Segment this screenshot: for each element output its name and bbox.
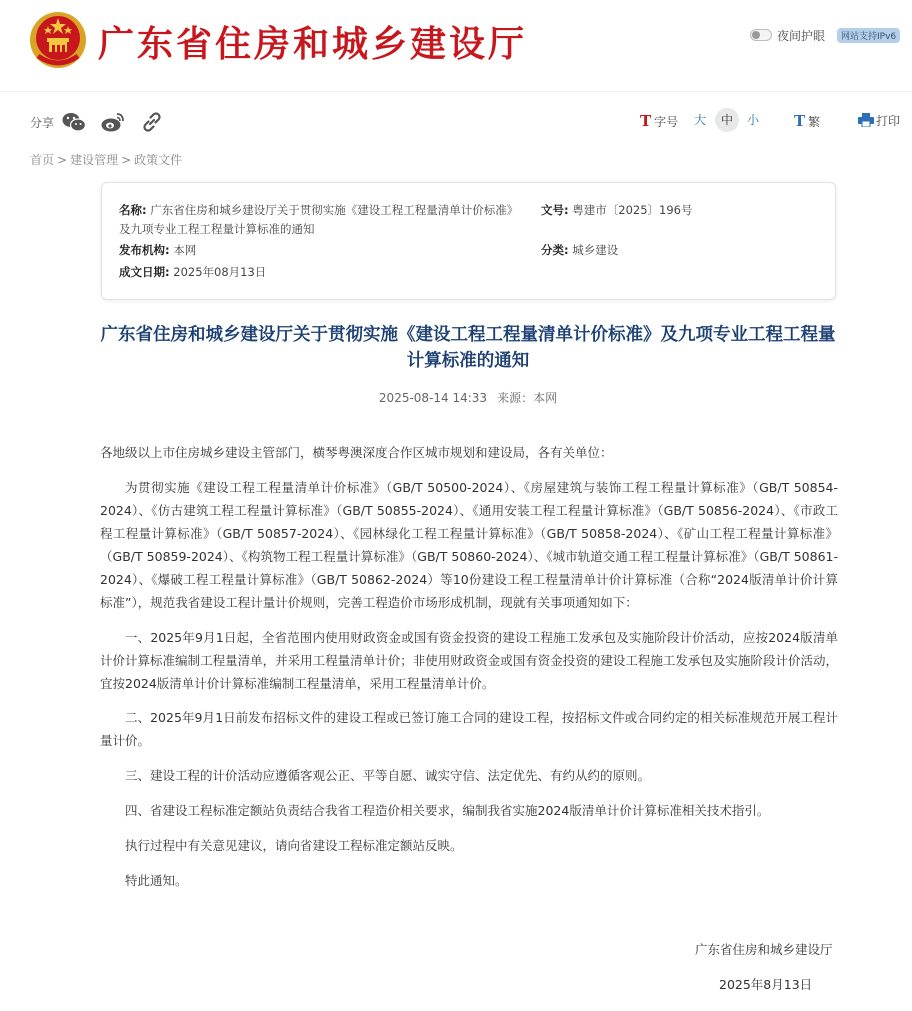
- weibo-icon[interactable]: [100, 109, 126, 135]
- traditional-chinese-button[interactable]: [794, 112, 820, 130]
- site-title[interactable]: 广东省住房和城乡建设厅: [98, 23, 528, 65]
- font-size-label: 字号: [654, 115, 679, 129]
- paragraph-2: 一、2025年9月1日起，全省范围内使用财政资金或国有资金投资的建设工程施工发承包及实施阶段计价活动，应按2024版清单计价计算标准编制工程量清单，并采用工程量清单计价；非使用财政资金或国有资金投资的建设工程施工发承包及实施阶段计价活动，宜按2024版清单计价计算标准编制工程量清单，采用工程量清单计价。: [100, 630, 838, 691]
- info-date-value: 2025年08月13日: [173, 265, 267, 279]
- font-size-icon: T: [640, 112, 652, 130]
- wechat-icon[interactable]: [61, 109, 87, 135]
- paragraph-1: 为贯彻实施《建设工程工程量清单计价标准》（GB/T 50500-2024）、《房屋建筑与装饰工程工程量计算标准》（GB/T 50854-2024）、《仿古建筑工程工程量计算标准》（GB/T 50855-2024）、《通用安装工程工程量计算标准》（GB/T 50856-2024）、《市政工程工程量计算标准》（GB/T 50857-2024）、《园林绿化工程工程量计算标准》（GB/T 50858-2024）、《矿山工程工程量计算标准》（GB/T 50859-2024）、《构筑物工程工程量计算标准》（GB/T 50860-2024）、《城市轨道交通工程工程量计算标准》（GB/T 50861-2024）、《爆破工程工程量计算标准》（GB/T 50862-2024）等10份建设工程工程量清单计价计算标准（合称“2024版清单计价计算标准”），规范我省建设工程计量计价规则，完善工程造价市场形成机制，现就有关事项通知如下：: [100, 480, 838, 610]
- info-name-value: 广东省住房和城乡建设厅关于贯彻实施《建设工程工程量清单计价标准》及九项专业工程工程量计算标准的通知: [119, 203, 519, 236]
- breadcrumb: [30, 151, 182, 168]
- night-mode-label[interactable]: 夜间护眼: [777, 29, 826, 43]
- article-title: 广东省住房和城乡建设厅关于贯彻实施《建设工程工程量清单计价标准》及九项专业工程工程量计算标准的通知: [100, 325, 836, 371]
- site-header: [0, 0, 912, 92]
- paragraph-5: 四、省建设工程标准定额站负责结合我省工程造价相关要求，编制我省实施2024版清单计价计算标准相关技术指引。: [125, 803, 770, 818]
- info-publisher-value: 本网: [173, 243, 197, 257]
- font-size-medium-button[interactable]: 中: [715, 108, 739, 132]
- breadcrumb-policy-documents[interactable]: 政策文件: [134, 153, 183, 167]
- link-icon[interactable]: [139, 109, 165, 135]
- info-date: [119, 263, 266, 282]
- print-button[interactable]: [858, 112, 900, 129]
- article-source: 来源：本网: [497, 391, 558, 405]
- article-meta: [100, 389, 836, 406]
- signature-org: 广东省住房和城乡建设厅: [695, 942, 833, 957]
- salutation: 各地级以上市住房城乡建设主管部门，横琴粤澳深度合作区城市规划和建设局，各有关单位：: [100, 445, 613, 460]
- document-info-box: [101, 182, 836, 300]
- font-size-large-button[interactable]: 大: [693, 113, 706, 127]
- info-category-value: 城乡建设: [572, 243, 619, 257]
- paragraph-3: 二、2025年9月1日前发布招标文件的建设工程或已签订施工合同的建设工程，按招标文件或合同约定的相关标准规范开展工程计量计价。: [100, 710, 838, 748]
- paragraph-6: 执行过程中有关意见建议，请向省建设工程标准定额站反映。: [125, 838, 463, 853]
- info-doc-no: [541, 201, 692, 220]
- publish-time: 2025-08-14 14:33: [378, 391, 488, 405]
- breadcrumb-separator: >: [121, 153, 132, 167]
- info-name-key: 名称:: [119, 203, 147, 217]
- print-label: 打印: [876, 114, 901, 128]
- info-publisher: [119, 241, 196, 260]
- breadcrumb-separator: >: [57, 153, 68, 167]
- info-doc-no-value: 粤建市〔2025〕196号: [572, 203, 693, 217]
- info-category-key: 分类:: [541, 243, 569, 257]
- article-toolbar: [0, 104, 912, 140]
- share-label: 分享: [30, 116, 55, 130]
- printer-icon: [858, 113, 874, 127]
- font-size-small-button[interactable]: 小: [746, 113, 759, 127]
- traditional-label: 繁: [808, 115, 821, 129]
- signature-date: 2025年8月13日: [719, 977, 813, 992]
- info-doc-no-key: 文号:: [541, 203, 569, 217]
- traditional-icon: T: [794, 112, 806, 130]
- breadcrumb-home[interactable]: 首页: [30, 153, 55, 167]
- paragraph-4: 三、建设工程的计价活动应遵循客观公正、平等自愿、诚实守信、法定优先、有约从约的原则。: [125, 768, 651, 783]
- breadcrumb-construction-management[interactable]: 建设管理: [70, 153, 119, 167]
- info-date-key: 成文日期:: [119, 265, 170, 279]
- ipv6-badge: 网站支持IPv6: [837, 28, 900, 43]
- info-name: [119, 201, 519, 239]
- info-publisher-key: 发布机构:: [119, 243, 170, 257]
- font-size-tool: [640, 112, 678, 130]
- paragraph-7: 特此通知。: [125, 873, 188, 888]
- night-mode-toggle[interactable]: [750, 29, 772, 41]
- national-emblem-icon[interactable]: [28, 10, 88, 70]
- info-category: [541, 241, 618, 260]
